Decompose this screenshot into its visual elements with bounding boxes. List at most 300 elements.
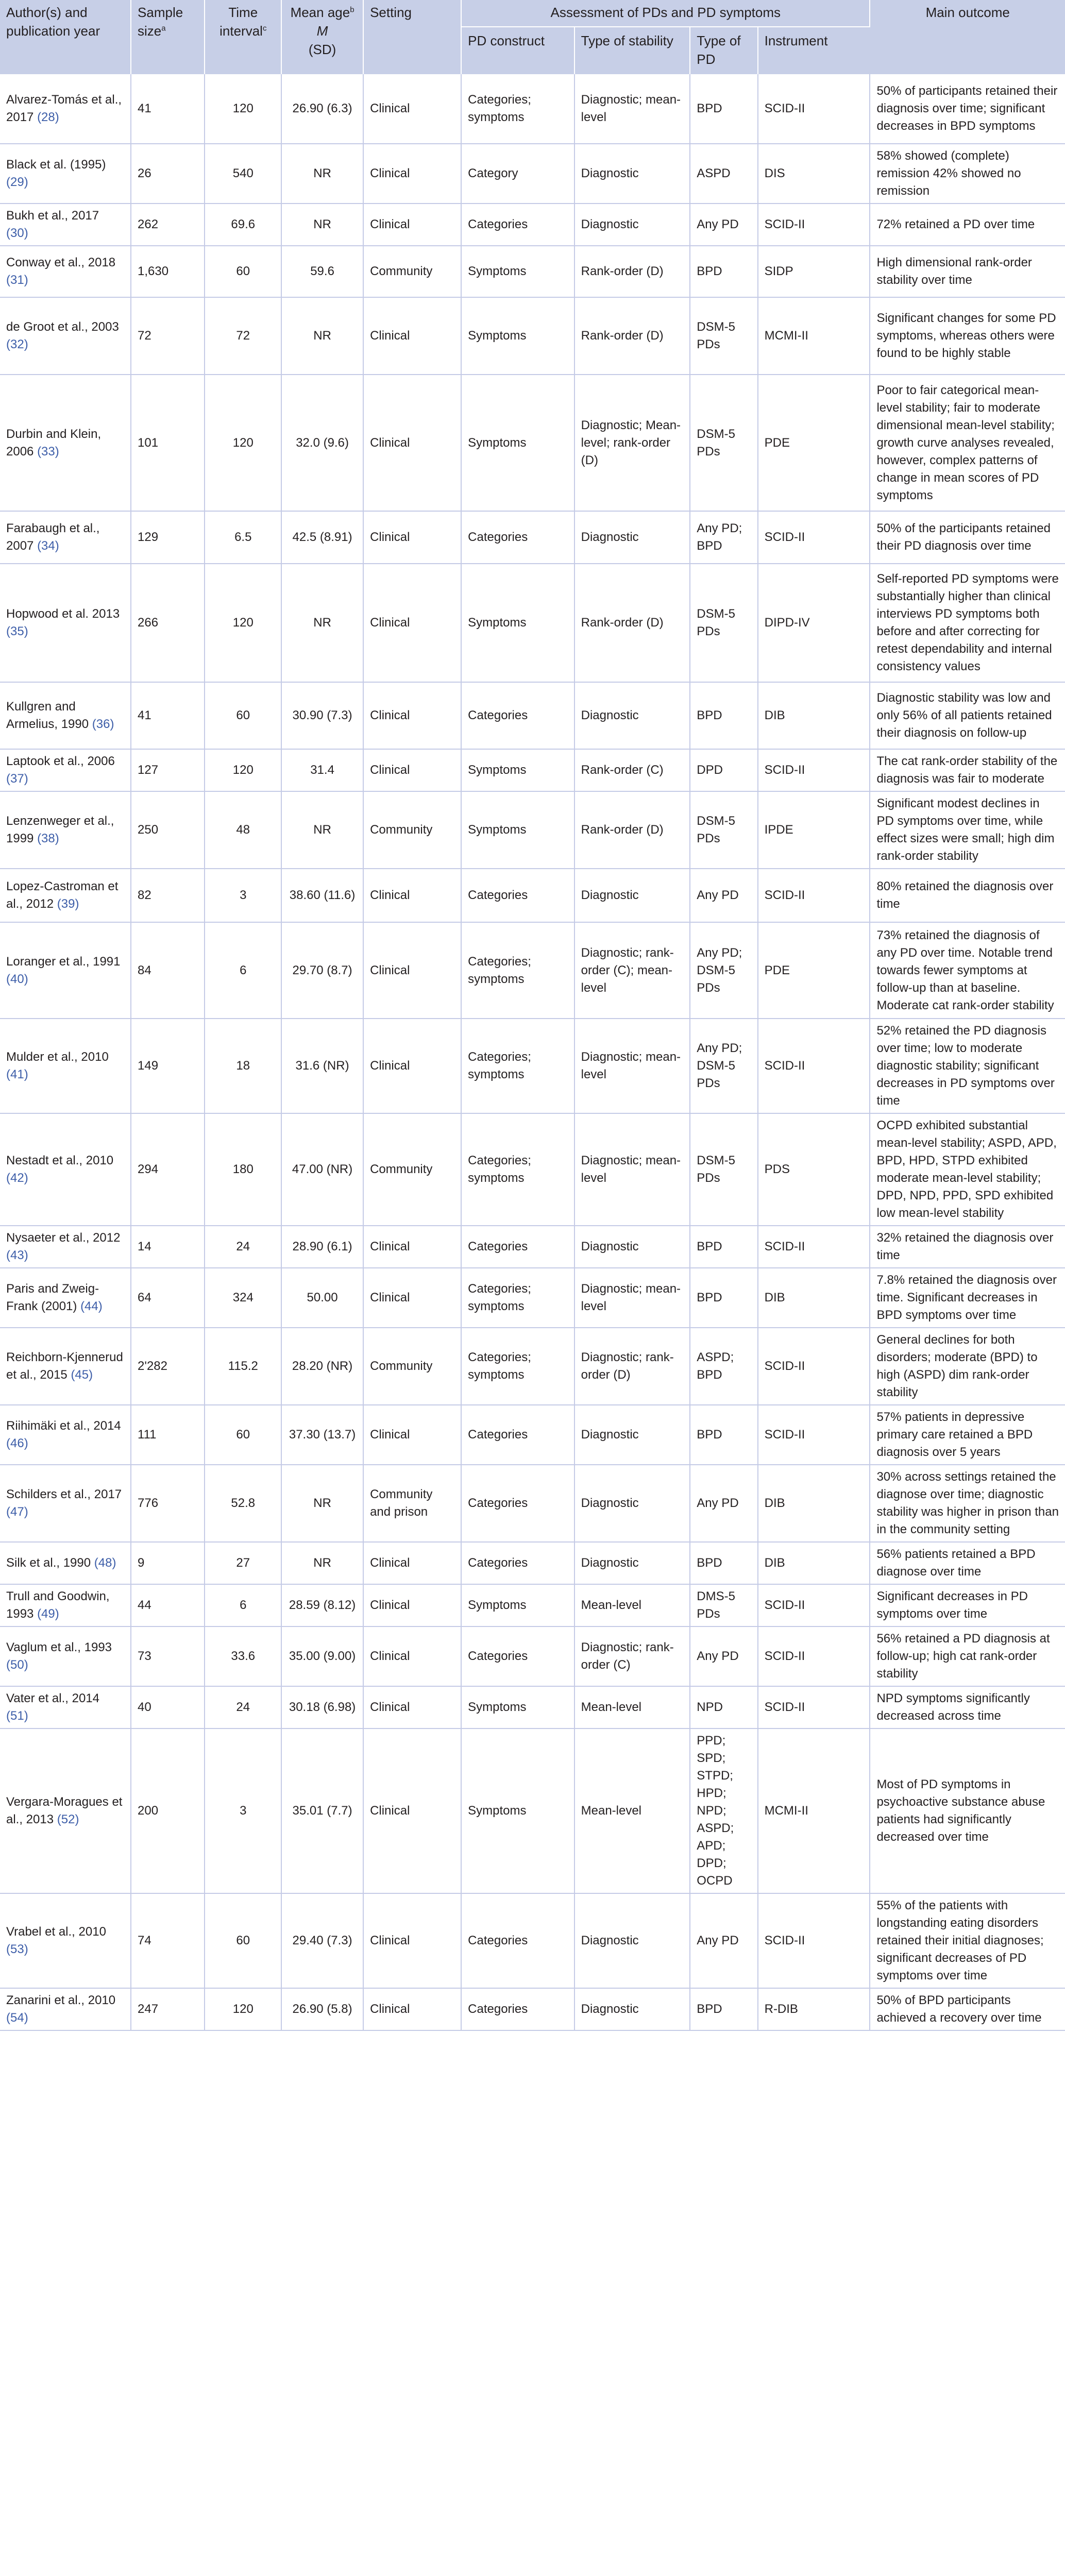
stability-cell: Diagnostic; rank-order (C) [574,1626,690,1686]
sample-size-cell: 72 [131,297,205,375]
author-text: Kullgren and Armelius, 1990 [6,700,89,731]
mean-age-cell: NR [281,204,363,246]
outcome-cell: The cat rank-order stability of the diagnosis was fair to moderate [870,749,1065,791]
table-row [0,922,1065,1019]
citation-link[interactable]: (33) [37,444,59,459]
construct-cell: Categories [461,1465,574,1542]
author-text: Vaglum et al., 1993 [6,1640,112,1654]
instrument-cell: SCID-II [758,1893,870,1988]
pd-type-cell: BPD [690,1268,757,1328]
setting-cell: Community [363,1328,461,1405]
sample-size-cell: 247 [131,1988,205,2030]
time-interval-cell: 120 [205,1988,281,2030]
table-row [0,749,1065,791]
construct-cell: Symptoms [461,297,574,375]
stability-cell: Diagnostic; mean-level [574,1268,690,1328]
stability-cell: Diagnostic; rank-order (D) [574,1328,690,1405]
author-text: Trull and Goodwin, 1993 [6,1589,110,1621]
stability-cell: Diagnostic [574,1988,690,2030]
author-cell [0,1584,131,1626]
author-text: de Groot et al., 2003 [6,320,119,334]
stability-cell: Diagnostic [574,1542,690,1584]
outcome-cell: 57% patients in depressive primary care retained a BPD diagnosis over 5 years [870,1405,1065,1465]
setting-cell: Clinical [363,1542,461,1584]
author-cell [0,922,131,1019]
outcome-cell: 52% retained the PD diagnosis over time; low to moderate diagnostic stability; significant decreases in PD symptoms over time [870,1019,1065,1113]
author-text: Black et al. (1995) [6,158,106,172]
stability-cell: Rank-order (D) [574,246,690,297]
stability-cell: Diagnostic; Mean-level; rank-order (D) [574,375,690,511]
sample-size-cell: 149 [131,1019,205,1113]
table-row [0,1268,1065,1328]
pd-type-cell: DPD [690,749,757,791]
construct-cell: Categories [461,204,574,246]
table-row [0,297,1065,375]
table-row [0,1686,1065,1728]
time-interval-cell: 120 [205,564,281,682]
mean-age-cell: 37.30 (13.7) [281,1405,363,1465]
construct-cell: Categories [461,1893,574,1988]
time-interval-cell: 6.5 [205,511,281,564]
mean-age-cell: 31.4 [281,749,363,791]
author-text: Reichborn-Kjennerud et al., 2015 [6,1350,123,1382]
time-interval-cell: 60 [205,682,281,749]
citation-link[interactable]: (48) [94,1556,116,1570]
stability-cell: Diagnostic [574,1465,690,1542]
mean-age-cell: NR [281,297,363,375]
pd-type-cell: BPD [690,246,757,297]
author-text: Loranger et al., 1991 [6,954,121,969]
instrument-cell: DIB [758,1542,870,1584]
construct-cell: Categories [461,1542,574,1584]
author-text: Durbin and Klein, 2006 [6,427,102,459]
pd-type-cell: DSM-5 PDs [690,791,757,869]
author-cell [0,1226,131,1268]
pd-type-cell: Any PD; DSM-5 PDs [690,922,757,1019]
citation-link[interactable]: (39) [57,897,79,911]
author-cell [0,1465,131,1542]
citation-link[interactable]: (35) [6,624,28,638]
time-interval-cell: 3 [205,1728,281,1893]
time-interval-cell: 120 [205,74,281,144]
pd-type-cell: Any PD [690,869,757,922]
sample-size-cell: 266 [131,564,205,682]
construct-cell: Symptoms [461,749,574,791]
instrument-cell: SCID-II [758,869,870,922]
sample-size-cell: 41 [131,74,205,144]
pd-type-cell: ASPD; BPD [690,1328,757,1405]
construct-cell: Categories [461,869,574,922]
pd-type-cell: Any PD; BPD [690,511,757,564]
stability-cell: Rank-order (D) [574,564,690,682]
time-interval-cell: 180 [205,1113,281,1226]
outcome-cell: Diagnostic stability was low and only 56% of all patients retained their diagnosis on follow-up [870,682,1065,749]
construct-cell: Symptoms [461,791,574,869]
table-row [0,1226,1065,1268]
table-row [0,74,1065,144]
time-interval-cell: 115.2 [205,1328,281,1405]
outcome-cell: Most of PD symptoms in psychoactive substance abuse patients had significantly decreased over time [870,1728,1065,1893]
setting-cell: Clinical [363,1893,461,1988]
citation-link[interactable]: (46) [6,1436,28,1450]
author-cell [0,1626,131,1686]
setting-cell: Community and prison [363,1465,461,1542]
citation-link[interactable]: (37) [6,772,28,786]
construct-cell: Categories [461,682,574,749]
author-text: Lenzenweger et al., 1999 [6,814,114,845]
sample-size-cell: 40 [131,1686,205,1728]
table-row [0,1626,1065,1686]
time-interval-cell: 33.6 [205,1626,281,1686]
construct-cell: Categories [461,1626,574,1686]
sample-size-cell: 41 [131,682,205,749]
setting-cell: Community [363,791,461,869]
stability-cell: Diagnostic; rank-order (C); mean-level [574,922,690,1019]
time-interval-cell: 27 [205,1542,281,1584]
stability-cell: Mean-level [574,1686,690,1728]
setting-cell: Community [363,1113,461,1226]
author-text: Farabaugh et al., 2007 [6,521,100,553]
table-row [0,375,1065,511]
citation-link[interactable]: (44) [80,1299,103,1313]
instrument-cell: DIS [758,144,870,204]
table-row [0,1019,1065,1113]
setting-cell: Clinical [363,869,461,922]
header-sample: Sample size$^a$ [131,0,205,74]
sample-size-cell: 129 [131,511,205,564]
table-header [0,0,1065,74]
citation-link[interactable]: (53) [6,1942,28,1956]
author-text: Zanarini et al., 2010 [6,1993,116,2007]
sample-size-cell: 26 [131,144,205,204]
setting-cell: Clinical [363,1226,461,1268]
author-cell [0,682,131,749]
stability-cell: Diagnostic [574,682,690,749]
outcome-cell: Significant changes for some PD symptoms, whereas others were found to be highly stable [870,297,1065,375]
pd-type-cell: Any PD [690,1626,757,1686]
setting-cell: Clinical [363,1405,461,1465]
time-interval-cell: 6 [205,1584,281,1626]
instrument-cell: IPDE [758,791,870,869]
sample-size-cell: 84 [131,922,205,1019]
author-cell [0,375,131,511]
author-text: Alvarez-Tomás et al., 2017 [6,93,122,124]
citation-link[interactable]: (34) [37,539,59,553]
setting-cell: Clinical [363,922,461,1019]
table-row [0,1988,1065,2030]
header-stability: Type of stability [574,27,690,74]
stability-cell: Diagnostic [574,144,690,204]
sample-size-cell: 262 [131,204,205,246]
pd-type-cell: DSM-5 PDs [690,1113,757,1226]
author-text: Nysaeter et al., 2012 [6,1231,121,1245]
stability-cell: Diagnostic [574,204,690,246]
citation-link[interactable]: (38) [37,832,59,845]
pd-type-cell: Any PD [690,1465,757,1542]
table-row [0,791,1065,869]
mean-age-cell: 59.6 [281,246,363,297]
construct-cell: Categories; symptoms [461,1328,574,1405]
author-cell [0,749,131,791]
author-cell [0,246,131,297]
outcome-cell: OCPD exhibited substantial mean-level stability; ASPD, APD, BPD, HPD, STPD exhibited moderate mean-level stability; DPD, NPD, PPD, SPD exhibited low mean-level stability [870,1113,1065,1226]
time-interval-cell: 6 [205,922,281,1019]
author-text: Vergara-Moragues et al., 2013 [6,1795,123,1826]
table-row [0,682,1065,749]
author-text: Laptook et al., 2006 [6,754,115,768]
outcome-cell: 56% patients retained a BPD diagnose over time [870,1542,1065,1584]
author-text: Lopez-Castroman et al., 2012 [6,879,119,911]
time-interval-cell: 540 [205,144,281,204]
citation-link[interactable]: (52) [57,1812,79,1826]
time-interval-cell: 52.8 [205,1465,281,1542]
setting-cell: Clinical [363,1728,461,1893]
citation-link[interactable]: (32) [6,337,28,351]
author-cell [0,564,131,682]
citation-link[interactable]: (28) [37,110,59,124]
pd-type-cell: PPD; SPD; STPD; HPD; NPD; ASPD; APD; DPD; OCPD [690,1728,757,1893]
setting-cell: Clinical [363,511,461,564]
sample-size-cell: 14 [131,1226,205,1268]
outcome-cell: 80% retained the diagnosis over time [870,869,1065,922]
pd-type-cell: NPD [690,1686,757,1728]
citation-link[interactable]: (45) [71,1368,93,1382]
citation-link[interactable]: (36) [92,717,114,731]
construct-cell: Categories [461,1405,574,1465]
citation-link[interactable]: (43) [6,1248,28,1262]
setting-cell: Clinical [363,144,461,204]
instrument-cell: DIPD-IV [758,564,870,682]
author-cell [0,74,131,144]
mean-age-cell: 26.90 (5.8) [281,1988,363,2030]
author-cell [0,1405,131,1465]
author-text: Nestadt et al., 2010 [6,1154,114,1167]
sample-size-cell: 44 [131,1584,205,1626]
stability-cell: Diagnostic [574,869,690,922]
header-type-pd: Type of PD [690,27,757,74]
time-interval-cell: 48 [205,791,281,869]
instrument-cell: DIB [758,682,870,749]
author-cell [0,1019,131,1113]
sample-size-cell: 1,630 [131,246,205,297]
construct-cell: Symptoms [461,1686,574,1728]
sample-size-cell: 200 [131,1728,205,1893]
author-cell [0,144,131,204]
time-interval-cell: 69.6 [205,204,281,246]
outcome-cell: 73% retained the diagnosis of any PD over time. Notable trend towards fewer symptoms at follow-up than at baseline. Moderate cat rank-order stability [870,922,1065,1019]
instrument-cell: SCID-II [758,1405,870,1465]
sample-size-cell: 64 [131,1268,205,1328]
outcome-cell: 50% of BPD participants achieved a recovery over time [870,1988,1065,2030]
mean-age-cell: NR [281,1465,363,1542]
outcome-cell: Self-reported PD symptoms were substantially higher than clinical interviews PD symptoms both before and after correcting for retest dependability and internal consistency values [870,564,1065,682]
author-cell [0,204,131,246]
citation-link[interactable]: (31) [6,273,28,287]
setting-cell: Clinical [363,1019,461,1113]
author-text: Vrabel et al., 2010 [6,1925,106,1939]
instrument-cell: DIB [758,1268,870,1328]
table-row [0,564,1065,682]
instrument-cell: R-DIB [758,1988,870,2030]
author-text: Paris and Zweig-Frank (2001) [6,1282,99,1313]
outcome-cell: 50% of the participants retained their PD diagnosis over time [870,511,1065,564]
outcome-cell: 30% across settings retained the diagnose over time; diagnostic stability was higher in prison than in the community setting [870,1465,1065,1542]
author-cell [0,1988,131,2030]
outcome-cell: Poor to fair categorical mean-level stability; fair to moderate dimensional mean-level stability; growth curve analyses revealed, however, complex patterns of change in mean scores of PD symptoms [870,375,1065,511]
sample-size-cell: 111 [131,1405,205,1465]
construct-cell: Categories; symptoms [461,1113,574,1226]
pd-type-cell: BPD [690,1542,757,1584]
header-setting: Setting [363,0,461,74]
author-cell [0,511,131,564]
time-interval-cell: 60 [205,246,281,297]
sample-size-cell: 9 [131,1542,205,1584]
instrument-cell: SCID-II [758,74,870,144]
mean-age-cell: NR [281,564,363,682]
construct-cell: Symptoms [461,375,574,511]
instrument-cell: SCID-II [758,511,870,564]
pd-type-cell: BPD [690,74,757,144]
mean-age-cell: 35.00 (9.00) [281,1626,363,1686]
stability-cell: Rank-order (D) [574,791,690,869]
citation-link[interactable]: (47) [6,1505,28,1519]
construct-cell: Categories; symptoms [461,74,574,144]
construct-cell: Symptoms [461,246,574,297]
pd-type-cell: BPD [690,1226,757,1268]
header-author: Author(s) and publication year [0,0,131,74]
sample-size-cell: 294 [131,1113,205,1226]
construct-cell: Symptoms [461,1584,574,1626]
construct-cell: Categories; symptoms [461,922,574,1019]
table-row [0,246,1065,297]
stability-cell: Diagnostic [574,511,690,564]
instrument-cell: SCID-II [758,204,870,246]
construct-cell: Categories; symptoms [461,1019,574,1113]
instrument-cell: DIB [758,1465,870,1542]
mean-age-cell: NR [281,144,363,204]
setting-cell: Clinical [363,682,461,749]
construct-cell: Symptoms [461,1728,574,1893]
setting-cell: Clinical [363,375,461,511]
citation-link[interactable]: (41) [6,1067,28,1081]
table-row [0,144,1065,204]
author-cell [0,1893,131,1988]
setting-cell: Clinical [363,1584,461,1626]
instrument-cell: MCMI-II [758,297,870,375]
time-interval-cell: 324 [205,1268,281,1328]
table-row [0,204,1065,246]
citation-link[interactable]: (40) [6,972,28,986]
stability-cell: Diagnostic; mean-level [574,1019,690,1113]
author-text: Vater et al., 2014 [6,1691,100,1705]
outcome-cell: 32% retained the diagnosis over time [870,1226,1065,1268]
time-interval-cell: 120 [205,375,281,511]
stability-cell: Rank-order (C) [574,749,690,791]
instrument-cell: PDE [758,375,870,511]
time-interval-cell: 120 [205,749,281,791]
construct-cell: Categories [461,511,574,564]
stability-cell: Diagnostic [574,1893,690,1988]
sample-size-cell: 74 [131,1893,205,1988]
instrument-cell: SCID-II [758,1584,870,1626]
pd-type-cell: ASPD [690,144,757,204]
setting-cell: Clinical [363,1988,461,2030]
outcome-cell: 58% showed (complete) remission 42% showed no remission [870,144,1065,204]
sample-size-cell: 101 [131,375,205,511]
construct-cell: Categories [461,1988,574,2030]
mean-age-cell: 28.90 (6.1) [281,1226,363,1268]
instrument-cell: SCID-II [758,749,870,791]
citation-link[interactable]: (30) [6,226,28,240]
citation-link[interactable]: (42) [6,1171,28,1185]
outcome-cell: 72% retained a PD over time [870,204,1065,246]
author-cell [0,297,131,375]
stability-cell: Diagnostic [574,1405,690,1465]
setting-cell: Clinical [363,749,461,791]
pd-type-cell: BPD [690,1988,757,2030]
setting-cell: Clinical [363,1268,461,1328]
mean-age-cell: NR [281,1542,363,1584]
instrument-cell: SCID-II [758,1019,870,1113]
citation-link[interactable]: (29) [6,175,28,189]
time-interval-cell: 24 [205,1226,281,1268]
author-cell [0,1542,131,1584]
outcome-cell: General declines for both disorders; moderate (BPD) to high (ASPD) dim rank-order stability [870,1328,1065,1405]
sample-size-cell: 776 [131,1465,205,1542]
instrument-cell: SIDP [758,246,870,297]
time-interval-cell: 24 [205,1686,281,1728]
author-cell [0,1728,131,1893]
instrument-cell: SCID-II [758,1226,870,1268]
table-body [0,74,1065,2030]
pd-type-cell: Any PD [690,1893,757,1988]
instrument-cell: SCID-II [758,1626,870,1686]
author-text: Riihimäki et al., 2014 [6,1419,121,1433]
setting-cell: Clinical [363,74,461,144]
outcome-cell: High dimensional rank-order stability over time [870,246,1065,297]
outcome-cell: 56% retained a PD diagnosis at follow-up; high cat rank-order stability [870,1626,1065,1686]
citation-link[interactable]: (49) [37,1607,59,1621]
citation-link[interactable]: (50) [6,1658,28,1672]
mean-age-cell: 30.90 (7.3) [281,682,363,749]
outcome-cell: NPD symptoms significantly decreased across time [870,1686,1065,1728]
stability-cell: Mean-level [574,1584,690,1626]
instrument-cell: PDE [758,922,870,1019]
time-interval-cell: 72 [205,297,281,375]
author-cell [0,1113,131,1226]
stability-cell: Diagnostic; mean-level [574,1113,690,1226]
mean-age-cell: 29.40 (7.3) [281,1893,363,1988]
construct-cell: Category [461,144,574,204]
table-row [0,1405,1065,1465]
citation-link[interactable]: (51) [6,1709,28,1723]
setting-cell: Clinical [363,564,461,682]
outcome-cell: 7.8% retained the diagnosis over time. Significant decreases in BPD symptoms over time [870,1268,1065,1328]
instrument-cell: SCID-II [758,1328,870,1405]
instrument-cell: MCMI-II [758,1728,870,1893]
setting-cell: Clinical [363,297,461,375]
table-row [0,1328,1065,1405]
pd-type-cell: BPD [690,1405,757,1465]
author-cell [0,869,131,922]
time-interval-cell: 60 [205,1893,281,1988]
mean-age-cell: 26.90 (6.3) [281,74,363,144]
sample-size-cell: 127 [131,749,205,791]
setting-cell: Community [363,246,461,297]
sample-size-cell: 73 [131,1626,205,1686]
citation-link[interactable]: (54) [6,2011,28,2025]
sample-size-cell: 250 [131,791,205,869]
